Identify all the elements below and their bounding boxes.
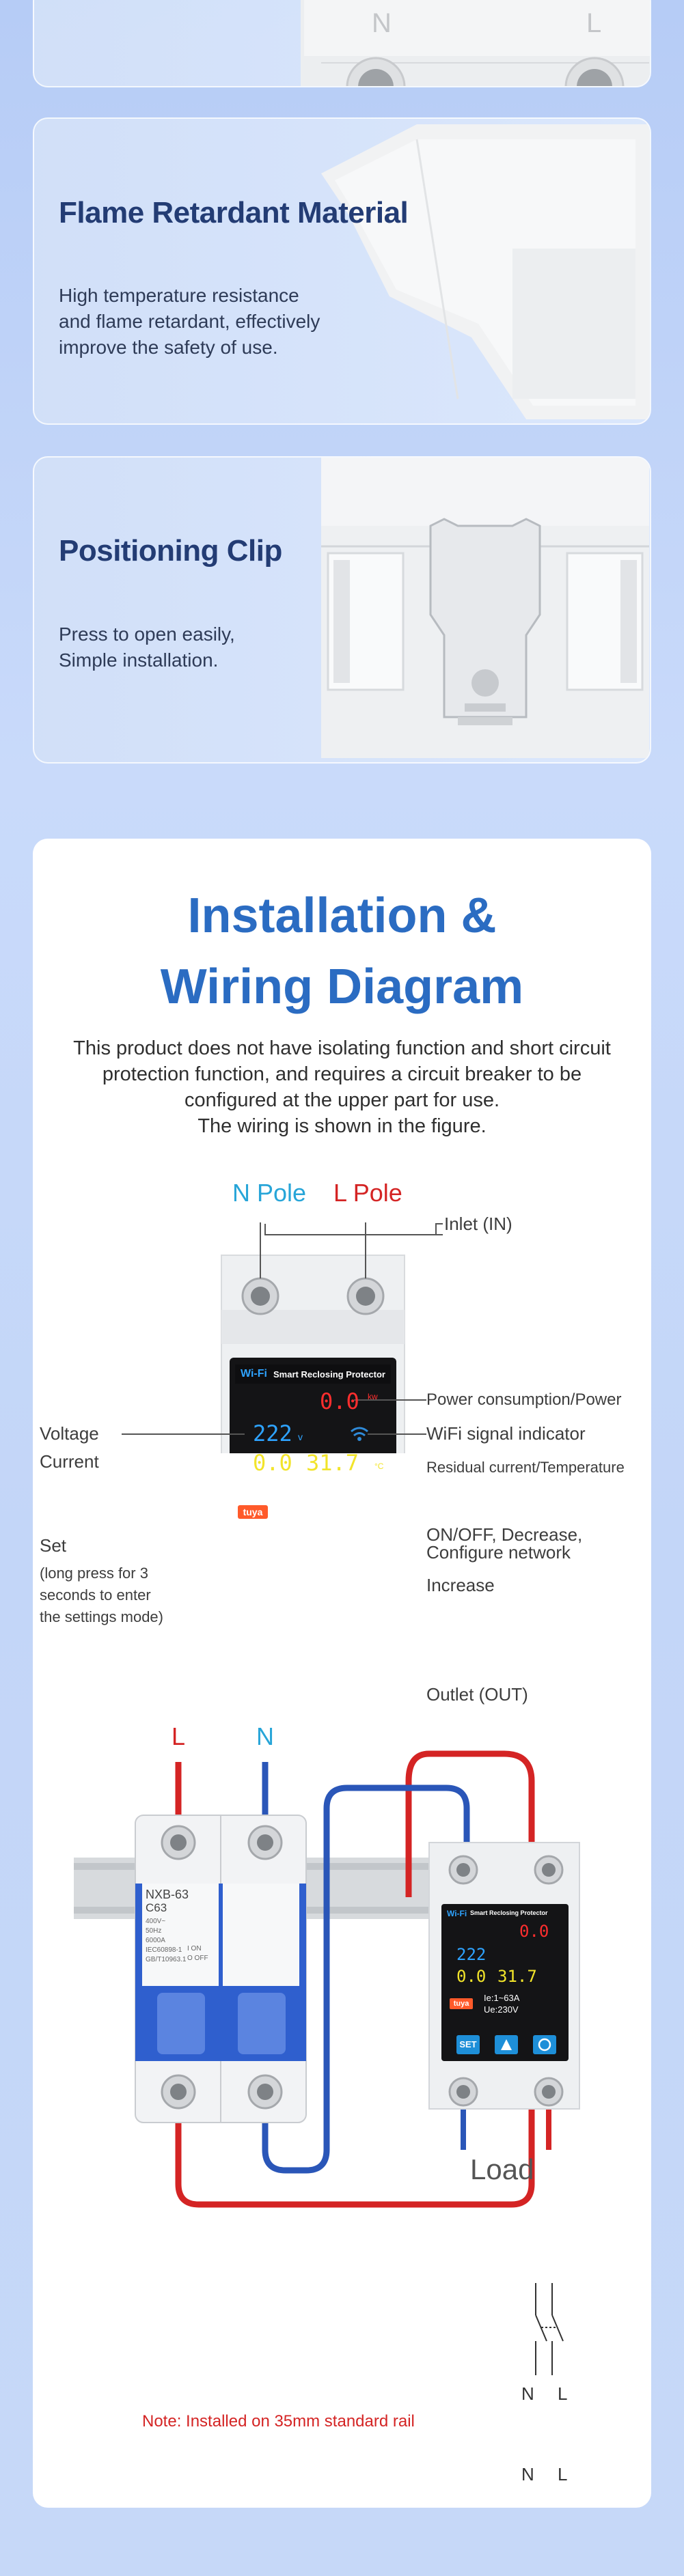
symbol-l-bottom: L: [558, 2464, 568, 2484]
top-product-card: [33, 0, 651, 87]
feature-desc-clip: Press to open easily, Simple installation.: [59, 624, 235, 671]
wifi-label: WiFi signal indicator: [426, 1423, 586, 1444]
mini-tuya-logo: tuya: [450, 1998, 473, 2009]
rail-note: Note: Installed on 35mm standard rail: [142, 2412, 415, 2431]
tuya-logo: tuya: [238, 1505, 268, 1519]
power-unit: kw: [368, 1392, 378, 1401]
mini-rating-voltage: Ue:230V: [484, 2004, 519, 2015]
symbol-n-bottom: N: [521, 2464, 534, 2484]
voltage-unit: v: [298, 1431, 303, 1442]
set-button[interactable]: SET: [249, 1540, 271, 1552]
breaker-rating: C63: [146, 1901, 167, 1914]
residual-label: Residual current/Temperature: [426, 1459, 625, 1476]
mini-device-brand: Wi-Fi: [447, 1909, 467, 1918]
installation-panel: [33, 839, 651, 2508]
n-pole-label: N Pole: [232, 1179, 307, 1207]
breaker-std2: GB/T10963.1: [146, 1956, 187, 1963]
installation-intro: This product does not have isolating function and short circuit protection function, and requires a circuit breaker to be configured at the upper part for use. The wiring is shown in the figure.: [73, 1037, 611, 1137]
mini-rating-current: Ie:1~63A: [484, 1993, 520, 2003]
breaker-spec2: 50Hz: [146, 1927, 162, 1935]
mini-residual-readout: 31.7: [497, 1967, 537, 1986]
breaker-std: IEC60898-1: [146, 1946, 182, 1954]
powered-by-label: Powered by: [238, 1496, 274, 1503]
feature-title-clip: Positioning Clip: [59, 534, 282, 568]
voltage-readout: 222: [253, 1420, 292, 1446]
residual-readout: 31.7: [306, 1450, 359, 1476]
breaker-off-label: O OFF: [187, 1955, 208, 1962]
clip-photo-icon: [34, 458, 651, 764]
terminal-l-label: L: [586, 8, 602, 38]
voltage-label: Voltage: [40, 1423, 99, 1444]
breaker-spec1: 400V~: [146, 1918, 166, 1925]
feature-card-flame: [33, 117, 651, 425]
mini-current-readout: 0.0: [456, 1967, 487, 1986]
terminal-n-label: N: [372, 8, 392, 38]
rating-current: Ie:1~63A: [287, 1494, 334, 1507]
wire-l-label: L: [172, 1722, 186, 1750]
mini-set-button[interactable]: SET: [459, 2039, 477, 2049]
mini-power-readout: 0.0: [519, 1922, 549, 1941]
device-brand: Wi-Fi: [241, 1368, 267, 1380]
temp-unit: °C: [374, 1461, 384, 1471]
feature-desc-flame: High temperature resistance and flame retardant, effectively improve the safety of use.: [59, 285, 320, 358]
mini-voltage-readout: 222: [456, 1945, 487, 1964]
set-label: Set: [40, 1535, 67, 1556]
outlet-label: Outlet (OUT): [426, 1684, 528, 1705]
breaker-spec3: 6000A: [146, 1937, 165, 1944]
device-diagram: [33, 839, 651, 1453]
increase-label: Increase: [426, 1575, 495, 1595]
installation-title-line1: Installation &: [187, 888, 497, 943]
power-readout: 0.0: [320, 1388, 359, 1414]
feature-card-clip: [33, 456, 651, 764]
breaker-on-label: I ON: [187, 1945, 202, 1952]
symbol-l-top: L: [558, 2383, 568, 2404]
set-note: (long press for 3 seconds to enter the settings mode): [40, 1565, 163, 1625]
device-model: Smart Reclosing Protector: [273, 1369, 385, 1380]
load-label: Load: [470, 2153, 534, 2185]
device-housing-photo: [34, 0, 651, 87]
wire-n-label: N: [256, 1722, 274, 1750]
onoff-label: ON/OFF, Decrease, Configure network: [426, 1524, 583, 1563]
symbol-n-top: N: [521, 2383, 534, 2404]
feature-title-flame: Flame Retardant Material: [59, 196, 409, 229]
l-pole-label: L Pole: [333, 1179, 402, 1207]
inlet-label: Inlet (IN): [444, 1214, 512, 1234]
current-readout: 0.0: [253, 1450, 292, 1476]
power-label: Power consumption/Power: [426, 1390, 622, 1409]
wiring-diagram: [33, 1726, 651, 2478]
rating-voltage: Ue:230V: [287, 1509, 333, 1522]
housing-photo-icon: [34, 119, 651, 425]
current-label: Current: [40, 1451, 99, 1472]
mini-device-model: Smart Reclosing Protector: [470, 1909, 548, 1916]
breaker-model: NXB-63: [146, 1888, 189, 1901]
installation-title-line2: Wiring Diagram: [160, 960, 524, 1014]
